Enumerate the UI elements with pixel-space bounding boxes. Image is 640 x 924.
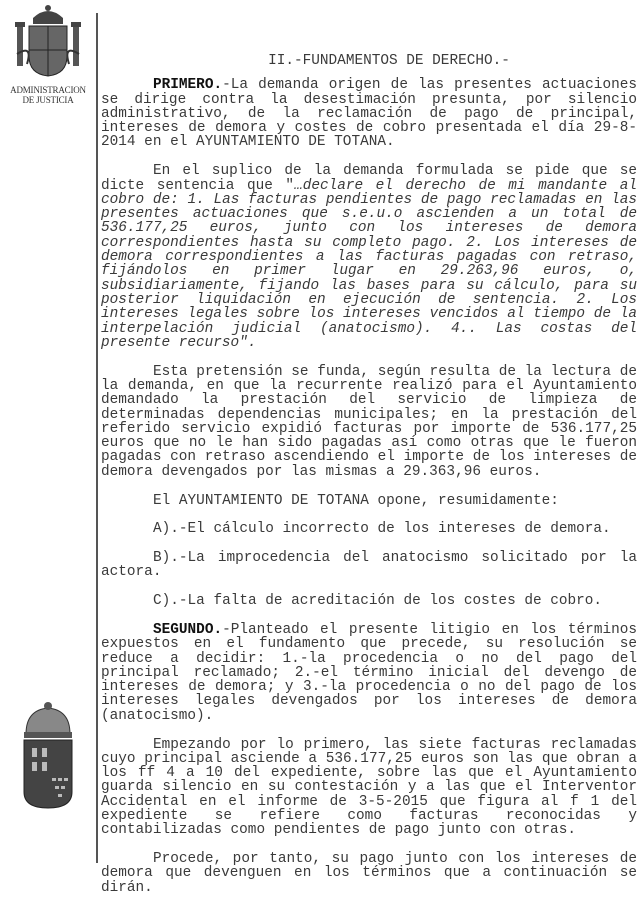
paragraph-item-a: A).-El cálculo incorrecto de los intereses de demora. <box>153 521 611 538</box>
primero-text: -La demanda origen de las presentes actuaciones se dirige contra la desestimación presunta, por silencio administrativo, de la reclamación de pago de principal, intereses de demora y costes de cobro presentada el día 29-8-2014 en el AYUNTAMIENTO DE TOTANA. <box>101 77 637 151</box>
paragraph-item-c: C).-La falta de acreditación de los costes de cobro. <box>153 593 603 610</box>
section-title: II.-FUNDAMENTOS DE DERECHO.- <box>268 53 510 69</box>
administracion-justicia-logo <box>6 4 90 105</box>
paragraph-suplico <box>101 164 637 350</box>
murcia-coat-of-arms-icon <box>18 700 82 817</box>
primero-heading: PRIMERO. <box>153 77 223 94</box>
paragraph-opone: El AYUNTAMIENTO DE TOTANA opone, resumidamente: <box>153 492 559 509</box>
paragraph-procede: Procede, por tanto, su pago junto con los intereses de demora que devenguen en los términos que a continuación se dirán. <box>101 851 637 896</box>
paragraph-primero <box>101 78 637 149</box>
segundo-text: -Planteado el presente litigio en los términos expuestos en el fundamento que precede, su resolución se reduce a decidir: 1.-la procedencia o no del pago del principal reclamado; 2.-el término inicial del devengo de intereses de demora; y 3.-la procedencia o no del pago de los intereses legales devengados por los intereses de demora (anatocismo). <box>101 622 637 724</box>
suplico-text: En el suplico de la demanda formulada se pide que se dicte sentencia que " <box>101 163 637 194</box>
margin-rule <box>96 13 98 863</box>
logo-caption-line2: DE JUSTICIA <box>22 95 74 105</box>
logo-caption-line1: ADMINISTRACION <box>10 85 86 95</box>
spain-coat-of-arms-icon <box>13 4 83 80</box>
suplico-quote: …declare el derecho de mi mandante al cobro de: 1. Las facturas pendientes de pago reclamadas en las presentes actuaciones que s.e.u.o ascienden a un total de 536.177,25 euros, junto con los intereses de demora correspondientes hasta su completo pago. 2. Los intereses de demora correspondientes a las facturas pagadas con retraso, fijándolos en primer lugar en 29.263,96 euros, o, subsidiariamente, fijando las bases para su cálculo, para su posterior liquidación en ejecución de sentencia. 2. Los intereses legales sobre los intereses vencidos al tiempo de la interpelación judicial (anatocismo). 4.. Las costas del presente recurso". <box>101 177 637 351</box>
segundo-heading: SEGUNDO. <box>153 622 223 638</box>
paragraph-empezando: Empezando por lo primero, las siete facturas reclamadas cuyo principal asciende a 536.177,25 euros son las que obran a los ff 4 a 10 del expediente, sobre las que el Ayuntamiento guarda silencio en su contestación y a las que el Interventor Accidental en el informe de 3-5-2015 que figura al f 1 del expediente se refiere como facturas reconocidas y contabilizadas como pendientes de pago junto con otras. <box>101 736 637 839</box>
document-body <box>101 54 637 910</box>
paragraph-pretension: Esta pretensión se funda, según resulta de la lectura de la demanda, en que la recurrente realizó para el Ayuntamiento demandado la prestación del servicio de limpieza de determinadas dependencias municipales; en la prestación del referido servicio expidió facturas por importe de 536.177,25 euros que no le han sido pagadas así como otras que le fueron pagadas con retraso ascendiendo el importe de los intereses de demora devengados por las mismas a 29.363,96 euros. <box>101 363 637 480</box>
paragraph-segundo <box>101 623 637 723</box>
paragraph-item-b: B).-La improcedencia del anatocismo solicitado por la actora. <box>101 550 637 581</box>
